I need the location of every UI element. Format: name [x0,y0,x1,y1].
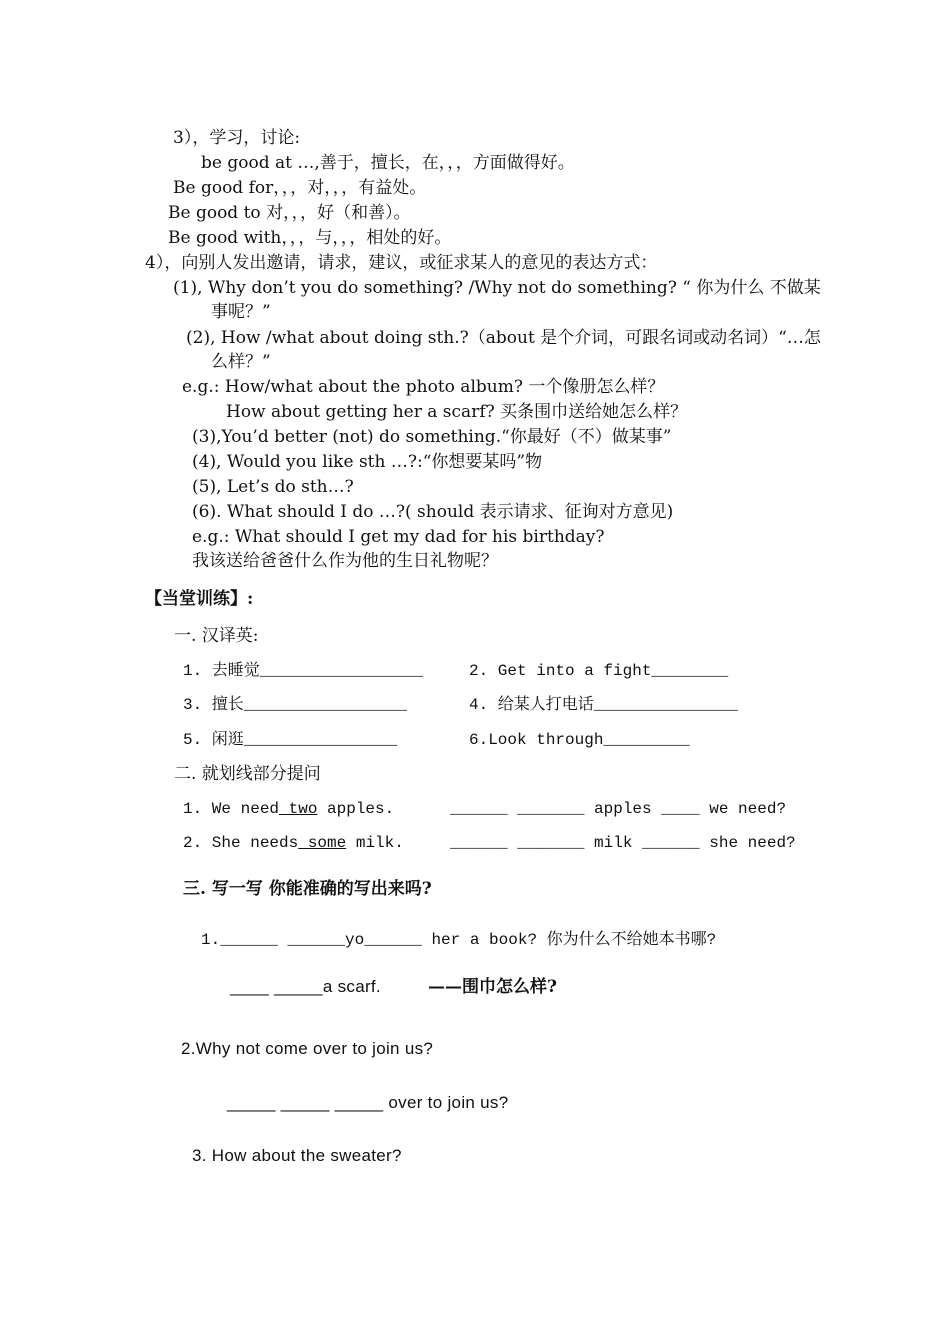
note-line: (2), How /what about doing sth.?（about 是个介词，可跟名词或动名词）“…怎 [186,328,821,348]
exercise-item: _____ _____ _____ over to join us? [227,1093,509,1112]
exercise-item: 6.Look through_________ [469,731,690,749]
exercise-title: 一. 汉译英: [174,626,259,646]
exercise-item: 1.______ ______yo______ her a book? 你为什么不给她本书哪? [201,931,717,949]
note-line: (1), Why don’t you do something? /Why not do something? “ 你为什么 不做某 [173,278,821,298]
practice-title: 【当堂训练】: [145,589,254,609]
question-line [183,833,404,853]
note-line: (3),You’d better (not) do something.“你最好（不）做某事” [192,427,672,447]
note-line: 么样？” [211,352,271,372]
underlined-word: two [279,800,318,818]
exercise-item: 2. Get into a fight________ [469,662,729,680]
exercise-item: 3. How about the sweater? [192,1146,402,1165]
underlined-word: some [298,834,347,852]
example-line: e.g.: What should I get my dad for his birthday? [192,527,605,547]
exercise-item: 5. 闲逛________________ [183,731,398,749]
note-line: (5), Let’s do sth…? [192,477,354,497]
note-line: 事呢？” [211,302,271,322]
exercise-item: ____ _____a scarf. [230,977,381,996]
answer-line: ______ _______ milk ______ she need? [450,834,796,852]
question-text: apples. [317,800,395,818]
note-line: (4), Would you like sth …?:“你想要某吗”物 [192,452,543,472]
note-line: Be good to 对，，，好（和善）。 [168,203,411,223]
note-line: be good at …,善于，擅长，在，，，方面做得好。 [201,153,575,173]
section-heading-3: 3），学习，讨论: [173,128,301,148]
example-line: 我该送给爸爸什么作为他的生日礼物呢？ [192,551,498,571]
example-line: e.g.: How/what about the photo album? 一个像册怎么样？ [182,377,665,397]
note-line: Be good with，，，与，，，相处的好。 [168,228,452,248]
exercise-title: 二. 就划线部分提问 [174,764,321,784]
question-text: 2. She needs [183,834,299,852]
exercise-hint: ——围巾怎么样? [428,977,557,997]
answer-line: ______ _______ apples ____ we need? [450,800,787,818]
exercise-item: 2.Why not come over to join us? [181,1039,434,1058]
question-line [183,799,394,819]
question-text: milk. [346,834,404,852]
note-line: Be good for，，，对，，，有益处。 [173,178,427,198]
exercise-title: 三. 写一写 你能准确的写出来吗? [183,879,432,899]
exercise-item: 4. 给某人打电话_______________ [469,696,738,714]
note-line: (6). What should I do …?( should 表示请求、征询对方意见) [192,502,674,522]
example-line: How about getting her a scarf? 买条围巾送给她怎么样？ [226,402,688,422]
section-heading-4: 4），向别人发出邀请，请求，建议，或征求某人的意见的表达方式： [145,253,658,273]
question-text: 1. We need [183,800,280,818]
exercise-item: 1. 去睡觉_________________ [183,662,424,680]
exercise-item: 3. 擅长_________________ [183,696,408,714]
